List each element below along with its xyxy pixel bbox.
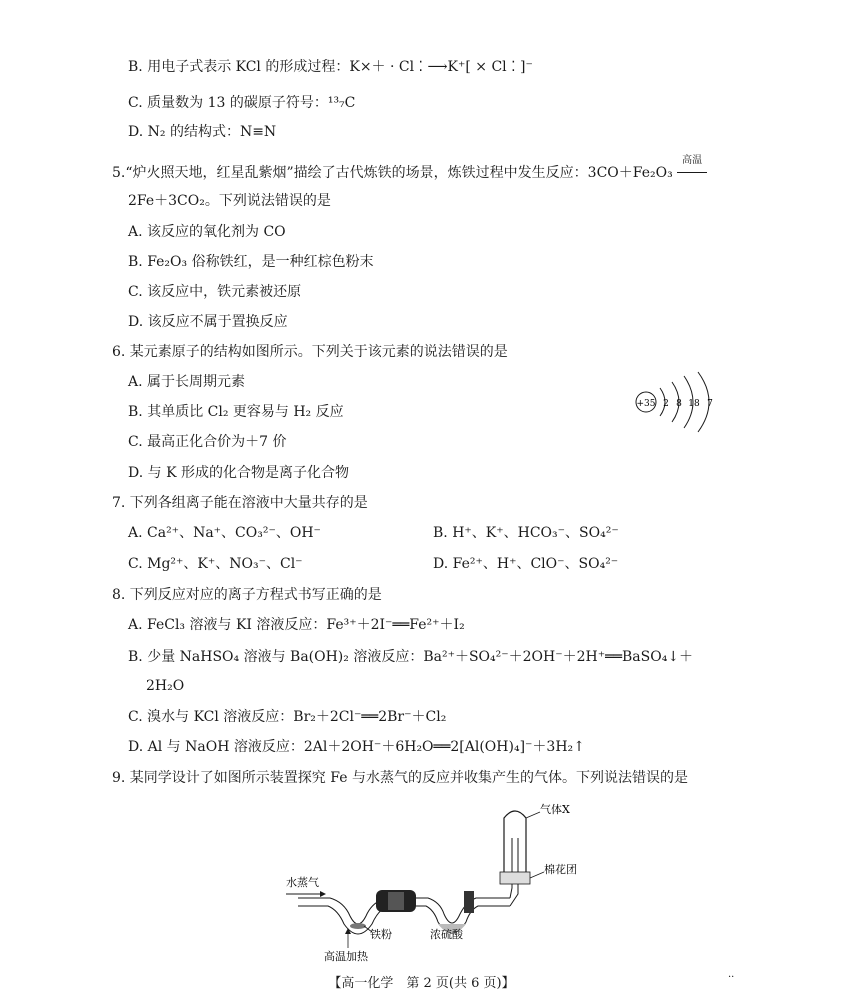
q5-stem-line2: 2Fe＋3CO₂。下列说法错误的是 [128, 193, 331, 209]
q4-option-d: D. N₂ 的结构式：N≡N [128, 124, 277, 140]
q8-option-b-line1: B. 少量 NaHSO₄ 溶液与 Ba(OH)₂ 溶液反应：Ba²⁺＋SO₄²⁻＋2OH⁻＋2H⁺══BaSO₄↓＋ [128, 649, 694, 665]
gas-label-line [526, 812, 540, 818]
reaction-condition-label: 高温 [682, 155, 703, 166]
iron-powder [350, 923, 366, 929]
q8-option-c: C. 溴水与 KCl 溶液反应：Br₂＋2Cl⁻══2Br⁻＋Cl₂ [128, 709, 447, 725]
q8-stem: 8. 下列反应对应的离子方程式书写正确的是 [112, 587, 382, 603]
u-tube-outer [416, 898, 490, 923]
stopper [464, 891, 474, 913]
shell-count-1: 2 [663, 399, 669, 409]
q8-option-a: A. FeCl₃ 溶液与 KI 溶液反应：Fe³⁺＋2I⁻══Fe²⁺＋I₂ [128, 617, 465, 633]
cotton-label-line [530, 872, 544, 878]
apparatus-diagram [278, 798, 598, 968]
q8-option-b-line2: 2H₂O [146, 678, 185, 694]
label-steam: 水蒸气 [286, 876, 319, 889]
reaction-condition [677, 155, 707, 183]
nucleus-charge: +35 [636, 399, 656, 409]
atom-structure-diagram [632, 370, 737, 440]
q5-option-c: C. 该反应中，铁元素被还原 [128, 284, 302, 300]
page-footer: 【高一化学 第 2 页(共 6 页)】 [328, 976, 515, 991]
q6-option-b: B. 其单质比 Cl₂ 更容易与 H₂ 反应 [128, 404, 344, 420]
connector-band [388, 892, 404, 910]
q5-stem-line1 [112, 155, 707, 183]
q7-option-a: A. Ca²⁺、Na⁺、CO₃²⁻、OH⁻ [128, 525, 321, 541]
q6-option-c: C. 最高正化合价为＋7 价 [128, 434, 287, 450]
collection-tube [504, 811, 526, 882]
label-iron-powder: 铁粉 [370, 928, 392, 941]
q5-option-b: B. Fe₂O₃ 俗称铁红，是一种红棕色粉末 [128, 254, 374, 270]
q7-option-b: B. H⁺、K⁺、HCO₃⁻、SO₄²⁻ [433, 525, 619, 541]
q5-option-d: D. 该反应不属于置换反应 [128, 314, 288, 330]
shell-count-3: 18 [688, 399, 700, 409]
q5-stem-text: 5.“炉火照天地，红星乱紫烟”描绘了古代炼铁的场景，炼铁过程中发生反应：3CO＋Fe₂O₃ [112, 165, 673, 181]
shell-count-4: 7 [707, 399, 713, 409]
label-acid: 浓硫酸 [430, 928, 463, 941]
cotton-plug [500, 872, 530, 884]
corner-mark: ·· [728, 972, 735, 983]
riser-tube-left [510, 838, 512, 898]
steam-arrow-head [320, 891, 326, 897]
q6-option-d: D. 与 K 形成的化合物是离子化合物 [128, 465, 349, 481]
q7-option-c: C. Mg²⁺、K⁺、NO₃⁻、Cl⁻ [128, 556, 303, 572]
q4-option-c: C. 质量数为 13 的碳原子符号：¹³₇C [128, 95, 356, 111]
shell-count-2: 8 [676, 399, 682, 409]
q6-stem: 6. 某元素原子的结构如图所示。下列关于该元素的说法错误的是 [112, 344, 508, 360]
reaction-arrow [677, 172, 707, 173]
q7-stem: 7. 下列各组离子能在溶液中大量共存的是 [112, 495, 368, 511]
label-gas-x: 气体X [540, 803, 570, 816]
q5-option-a: A. 该反应的氧化剂为 CO [128, 224, 286, 240]
q4-option-b: B. 用电子式表示 KCl 的形成过程：K×＋ · Cl ⁚ ⟶K⁺[ × Cl ⁚ ]⁻ [128, 59, 533, 75]
q7-option-d: D. Fe²⁺、H⁺、ClO⁻、SO₄²⁻ [433, 556, 619, 572]
label-heating: 高温加热 [324, 950, 368, 963]
label-cotton: 棉花团 [544, 863, 577, 876]
q9-stem: 9. 某同学设计了如图所示装置探究 Fe 与水蒸气的反应并收集产生的气体。下列说法错误的是 [112, 770, 688, 786]
q6-option-a: A. 属于长周期元素 [128, 374, 246, 390]
q8-option-d: D. Al 与 NaOH 溶液反应：2Al＋2OH⁻＋6H₂O══2[Al(OH)₄]⁻＋3H₂↑ [128, 739, 585, 755]
